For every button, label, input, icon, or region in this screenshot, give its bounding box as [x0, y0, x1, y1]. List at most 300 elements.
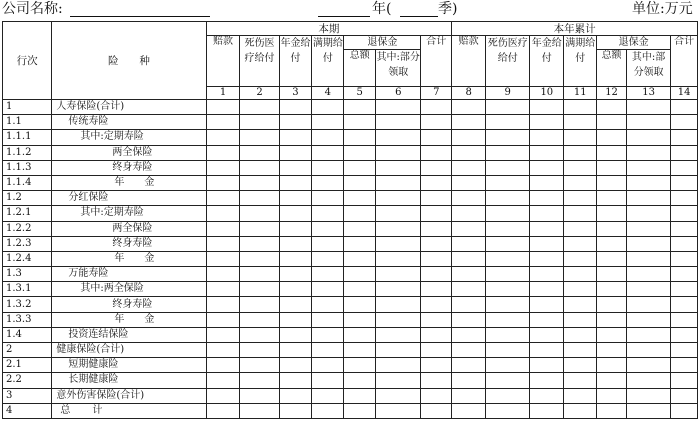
- value-cell[interactable]: [530, 175, 564, 190]
- value-cell[interactable]: [671, 327, 698, 342]
- value-cell[interactable]: [530, 267, 564, 282]
- value-cell[interactable]: [279, 312, 312, 327]
- value-cell[interactable]: [376, 312, 421, 327]
- value-cell[interactable]: [564, 100, 597, 115]
- value-cell[interactable]: [344, 236, 376, 251]
- value-cell[interactable]: [486, 267, 530, 282]
- value-cell[interactable]: [206, 388, 240, 403]
- value-cell[interactable]: [279, 297, 312, 312]
- value-cell[interactable]: [312, 115, 344, 130]
- value-cell[interactable]: [240, 312, 279, 327]
- value-cell[interactable]: [312, 251, 344, 266]
- value-cell[interactable]: [597, 343, 627, 358]
- value-cell[interactable]: [452, 115, 486, 130]
- value-cell[interactable]: [564, 130, 597, 145]
- value-cell[interactable]: [452, 312, 486, 327]
- value-cell[interactable]: [626, 343, 670, 358]
- value-cell[interactable]: [564, 191, 597, 206]
- value-cell[interactable]: [452, 403, 486, 418]
- value-cell[interactable]: [597, 145, 627, 160]
- value-cell[interactable]: [486, 100, 530, 115]
- column-number: 1: [206, 87, 240, 100]
- value-cell[interactable]: [486, 115, 530, 130]
- value-cell[interactable]: [279, 403, 312, 418]
- value-cell[interactable]: [279, 130, 312, 145]
- value-cell[interactable]: [344, 100, 376, 115]
- value-cell[interactable]: [486, 130, 530, 145]
- value-cell[interactable]: [344, 327, 376, 342]
- value-cell[interactable]: [626, 251, 670, 266]
- value-cell[interactable]: [344, 388, 376, 403]
- value-cell[interactable]: [671, 373, 698, 388]
- value-cell[interactable]: [240, 388, 279, 403]
- value-cell[interactable]: [240, 251, 279, 266]
- value-cell[interactable]: [597, 327, 627, 342]
- value-cell[interactable]: [421, 130, 452, 145]
- value-cell[interactable]: [564, 403, 597, 418]
- value-cell[interactable]: [530, 236, 564, 251]
- value-cell[interactable]: [421, 221, 452, 236]
- value-cell[interactable]: [486, 373, 530, 388]
- value-cell[interactable]: [376, 282, 421, 297]
- value-cell[interactable]: [486, 327, 530, 342]
- value-cell[interactable]: [626, 373, 670, 388]
- value-cell[interactable]: [240, 267, 279, 282]
- value-cell[interactable]: [240, 115, 279, 130]
- value-cell[interactable]: [344, 130, 376, 145]
- value-cell[interactable]: [597, 403, 627, 418]
- value-cell[interactable]: [671, 358, 698, 373]
- value-cell[interactable]: [486, 297, 530, 312]
- value-cell[interactable]: [530, 115, 564, 130]
- value-cell[interactable]: [671, 175, 698, 190]
- value-cell[interactable]: [240, 100, 279, 115]
- value-cell[interactable]: [206, 343, 240, 358]
- value-cell[interactable]: [530, 297, 564, 312]
- value-cell[interactable]: [376, 251, 421, 266]
- value-cell[interactable]: [564, 221, 597, 236]
- value-cell[interactable]: [279, 160, 312, 175]
- value-cell[interactable]: [530, 327, 564, 342]
- value-cell[interactable]: [421, 403, 452, 418]
- value-cell[interactable]: [421, 191, 452, 206]
- value-cell[interactable]: [564, 373, 597, 388]
- value-cell[interactable]: [564, 327, 597, 342]
- value-cell[interactable]: [564, 175, 597, 190]
- value-cell[interactable]: [421, 388, 452, 403]
- value-cell[interactable]: [279, 115, 312, 130]
- value-cell[interactable]: [597, 115, 627, 130]
- value-cell[interactable]: [671, 160, 698, 175]
- value-cell[interactable]: [279, 100, 312, 115]
- value-cell[interactable]: [344, 206, 376, 221]
- value-cell[interactable]: [486, 160, 530, 175]
- value-cell[interactable]: [240, 343, 279, 358]
- value-cell[interactable]: [530, 206, 564, 221]
- value-cell[interactable]: [240, 145, 279, 160]
- value-cell[interactable]: [376, 327, 421, 342]
- value-cell[interactable]: [279, 251, 312, 266]
- value-cell[interactable]: [421, 160, 452, 175]
- value-cell[interactable]: [452, 251, 486, 266]
- value-cell[interactable]: [206, 206, 240, 221]
- value-cell[interactable]: [530, 100, 564, 115]
- value-cell[interactable]: [344, 403, 376, 418]
- value-cell[interactable]: [452, 100, 486, 115]
- value-cell[interactable]: [206, 403, 240, 418]
- value-cell[interactable]: [240, 282, 279, 297]
- value-cell[interactable]: [279, 327, 312, 342]
- value-cell[interactable]: [240, 403, 279, 418]
- value-cell[interactable]: [206, 267, 240, 282]
- value-cell[interactable]: [671, 282, 698, 297]
- value-cell[interactable]: [344, 358, 376, 373]
- value-cell[interactable]: [671, 343, 698, 358]
- value-cell[interactable]: [376, 191, 421, 206]
- value-cell[interactable]: [421, 373, 452, 388]
- value-cell[interactable]: [376, 175, 421, 190]
- value-cell[interactable]: [671, 191, 698, 206]
- value-cell[interactable]: [376, 221, 421, 236]
- value-cell[interactable]: [240, 327, 279, 342]
- value-cell[interactable]: [671, 403, 698, 418]
- value-cell[interactable]: [671, 206, 698, 221]
- value-cell[interactable]: [344, 267, 376, 282]
- value-cell[interactable]: [564, 267, 597, 282]
- value-cell[interactable]: [312, 403, 344, 418]
- value-cell[interactable]: [452, 358, 486, 373]
- value-cell[interactable]: [486, 206, 530, 221]
- value-cell[interactable]: [597, 358, 627, 373]
- value-cell[interactable]: [279, 343, 312, 358]
- value-cell[interactable]: [279, 145, 312, 160]
- value-cell[interactable]: [626, 221, 670, 236]
- value-cell[interactable]: [279, 267, 312, 282]
- value-cell[interactable]: [206, 358, 240, 373]
- value-cell[interactable]: [279, 373, 312, 388]
- value-cell[interactable]: [597, 221, 627, 236]
- value-cell[interactable]: [312, 130, 344, 145]
- value-cell[interactable]: [671, 251, 698, 266]
- value-cell[interactable]: [452, 160, 486, 175]
- value-cell[interactable]: [344, 251, 376, 266]
- value-cell[interactable]: [564, 297, 597, 312]
- value-cell[interactable]: [486, 251, 530, 266]
- value-cell[interactable]: [376, 145, 421, 160]
- value-cell[interactable]: [452, 191, 486, 206]
- value-cell[interactable]: [344, 175, 376, 190]
- value-cell[interactable]: [206, 130, 240, 145]
- value-cell[interactable]: [344, 160, 376, 175]
- value-cell[interactable]: [312, 388, 344, 403]
- value-cell[interactable]: [206, 373, 240, 388]
- value-cell[interactable]: [626, 327, 670, 342]
- value-cell[interactable]: [671, 236, 698, 251]
- value-cell[interactable]: [564, 251, 597, 266]
- value-cell[interactable]: [344, 312, 376, 327]
- value-cell[interactable]: [240, 206, 279, 221]
- value-cell[interactable]: [486, 358, 530, 373]
- value-cell[interactable]: [486, 403, 530, 418]
- value-cell[interactable]: [626, 100, 670, 115]
- value-cell[interactable]: [626, 282, 670, 297]
- value-cell[interactable]: [240, 175, 279, 190]
- value-cell[interactable]: [486, 388, 530, 403]
- value-cell[interactable]: [452, 206, 486, 221]
- value-cell[interactable]: [626, 267, 670, 282]
- value-cell[interactable]: [206, 236, 240, 251]
- value-cell[interactable]: [206, 251, 240, 266]
- value-cell[interactable]: [530, 282, 564, 297]
- value-cell[interactable]: [452, 327, 486, 342]
- value-cell[interactable]: [279, 236, 312, 251]
- value-cell[interactable]: [626, 403, 670, 418]
- value-cell[interactable]: [312, 206, 344, 221]
- value-cell[interactable]: [421, 100, 452, 115]
- value-cell[interactable]: [564, 282, 597, 297]
- value-cell[interactable]: [530, 221, 564, 236]
- value-cell[interactable]: [486, 191, 530, 206]
- value-cell[interactable]: [279, 191, 312, 206]
- value-cell[interactable]: [206, 160, 240, 175]
- value-cell[interactable]: [240, 160, 279, 175]
- value-cell[interactable]: [206, 145, 240, 160]
- value-cell[interactable]: [530, 191, 564, 206]
- value-cell[interactable]: [344, 373, 376, 388]
- value-cell[interactable]: [421, 282, 452, 297]
- value-cell[interactable]: [597, 206, 627, 221]
- value-cell[interactable]: [597, 373, 627, 388]
- value-cell[interactable]: [486, 312, 530, 327]
- value-cell[interactable]: [312, 221, 344, 236]
- value-cell[interactable]: [486, 236, 530, 251]
- value-cell[interactable]: [452, 236, 486, 251]
- value-cell[interactable]: [530, 130, 564, 145]
- value-cell[interactable]: [626, 312, 670, 327]
- value-cell[interactable]: [312, 100, 344, 115]
- value-cell[interactable]: [206, 221, 240, 236]
- value-cell[interactable]: [279, 175, 312, 190]
- value-cell[interactable]: [344, 115, 376, 130]
- value-cell[interactable]: [597, 267, 627, 282]
- value-cell[interactable]: [376, 373, 421, 388]
- value-cell[interactable]: [626, 297, 670, 312]
- value-cell[interactable]: [564, 145, 597, 160]
- value-cell[interactable]: [344, 221, 376, 236]
- value-cell[interactable]: [240, 191, 279, 206]
- value-cell[interactable]: [421, 312, 452, 327]
- value-cell[interactable]: [530, 373, 564, 388]
- value-cell[interactable]: [626, 236, 670, 251]
- value-cell[interactable]: [626, 175, 670, 190]
- value-cell[interactable]: [452, 145, 486, 160]
- value-cell[interactable]: [421, 358, 452, 373]
- value-cell[interactable]: [626, 145, 670, 160]
- value-cell[interactable]: [597, 388, 627, 403]
- value-cell[interactable]: [344, 191, 376, 206]
- value-cell[interactable]: [530, 160, 564, 175]
- value-cell[interactable]: [564, 388, 597, 403]
- value-cell[interactable]: [597, 236, 627, 251]
- value-cell[interactable]: [626, 388, 670, 403]
- value-cell[interactable]: [376, 160, 421, 175]
- value-cell[interactable]: [206, 297, 240, 312]
- value-cell[interactable]: [530, 145, 564, 160]
- value-cell[interactable]: [312, 267, 344, 282]
- value-cell[interactable]: [421, 297, 452, 312]
- value-cell[interactable]: [486, 282, 530, 297]
- quarter-field[interactable]: [400, 16, 438, 17]
- value-cell[interactable]: [671, 388, 698, 403]
- value-cell[interactable]: [530, 312, 564, 327]
- value-cell[interactable]: [240, 297, 279, 312]
- value-cell[interactable]: [597, 100, 627, 115]
- value-cell[interactable]: [206, 175, 240, 190]
- value-cell[interactable]: [376, 267, 421, 282]
- value-cell[interactable]: [452, 221, 486, 236]
- value-cell[interactable]: [312, 145, 344, 160]
- value-cell[interactable]: [240, 236, 279, 251]
- value-cell[interactable]: [421, 327, 452, 342]
- value-cell[interactable]: [671, 145, 698, 160]
- value-cell[interactable]: [206, 327, 240, 342]
- value-cell[interactable]: [421, 267, 452, 282]
- value-cell[interactable]: [312, 358, 344, 373]
- value-cell[interactable]: [240, 373, 279, 388]
- value-cell[interactable]: [279, 388, 312, 403]
- value-cell[interactable]: [671, 312, 698, 327]
- value-cell[interactable]: [486, 175, 530, 190]
- value-cell[interactable]: [376, 206, 421, 221]
- value-cell[interactable]: [452, 130, 486, 145]
- value-cell[interactable]: [626, 115, 670, 130]
- value-cell[interactable]: [452, 373, 486, 388]
- value-cell[interactable]: [626, 206, 670, 221]
- value-cell[interactable]: [376, 343, 421, 358]
- value-cell[interactable]: [452, 175, 486, 190]
- value-cell[interactable]: [421, 175, 452, 190]
- value-cell[interactable]: [626, 130, 670, 145]
- value-cell[interactable]: [564, 312, 597, 327]
- value-cell[interactable]: [206, 115, 240, 130]
- value-cell[interactable]: [312, 175, 344, 190]
- value-cell[interactable]: [564, 343, 597, 358]
- value-cell[interactable]: [376, 403, 421, 418]
- value-cell[interactable]: [312, 236, 344, 251]
- value-cell[interactable]: [206, 282, 240, 297]
- value-cell[interactable]: [564, 160, 597, 175]
- value-cell[interactable]: [597, 312, 627, 327]
- value-cell[interactable]: [344, 282, 376, 297]
- value-cell[interactable]: [376, 130, 421, 145]
- value-cell[interactable]: [486, 221, 530, 236]
- value-cell[interactable]: [279, 358, 312, 373]
- value-cell[interactable]: [376, 358, 421, 373]
- value-cell[interactable]: [312, 312, 344, 327]
- column-number: 2: [240, 87, 279, 100]
- value-cell[interactable]: [240, 221, 279, 236]
- value-cell[interactable]: [421, 145, 452, 160]
- value-cell[interactable]: [240, 130, 279, 145]
- company-name-field[interactable]: [70, 16, 210, 17]
- value-cell[interactable]: [597, 160, 627, 175]
- value-cell[interactable]: [344, 343, 376, 358]
- value-cell[interactable]: [597, 297, 627, 312]
- value-cell[interactable]: [486, 343, 530, 358]
- value-cell[interactable]: [312, 343, 344, 358]
- value-cell[interactable]: [597, 191, 627, 206]
- value-cell[interactable]: [421, 343, 452, 358]
- value-cell[interactable]: [671, 130, 698, 145]
- value-cell[interactable]: [240, 358, 279, 373]
- value-cell[interactable]: [312, 327, 344, 342]
- value-cell[interactable]: [564, 115, 597, 130]
- value-cell[interactable]: [376, 297, 421, 312]
- value-cell[interactable]: [671, 267, 698, 282]
- value-cell[interactable]: [344, 297, 376, 312]
- value-cell[interactable]: [279, 221, 312, 236]
- value-cell[interactable]: [376, 100, 421, 115]
- value-cell[interactable]: [564, 358, 597, 373]
- value-cell[interactable]: [626, 160, 670, 175]
- value-cell[interactable]: [452, 388, 486, 403]
- value-cell[interactable]: [626, 191, 670, 206]
- value-cell[interactable]: [312, 373, 344, 388]
- value-cell[interactable]: [597, 175, 627, 190]
- value-cell[interactable]: [530, 403, 564, 418]
- value-cell[interactable]: [344, 145, 376, 160]
- value-cell[interactable]: [452, 267, 486, 282]
- value-cell[interactable]: [452, 343, 486, 358]
- value-cell[interactable]: [486, 145, 530, 160]
- value-cell[interactable]: [206, 312, 240, 327]
- value-cell[interactable]: [530, 251, 564, 266]
- value-cell[interactable]: [564, 236, 597, 251]
- value-cell[interactable]: [376, 388, 421, 403]
- value-cell[interactable]: [564, 206, 597, 221]
- value-cell[interactable]: [671, 297, 698, 312]
- value-cell[interactable]: [312, 297, 344, 312]
- value-cell[interactable]: [421, 236, 452, 251]
- value-cell[interactable]: [626, 358, 670, 373]
- value-cell[interactable]: [206, 191, 240, 206]
- year-field[interactable]: [318, 16, 370, 17]
- value-cell[interactable]: [421, 251, 452, 266]
- value-cell[interactable]: [312, 282, 344, 297]
- value-cell[interactable]: [279, 206, 312, 221]
- value-cell[interactable]: [376, 115, 421, 130]
- value-cell[interactable]: [671, 221, 698, 236]
- value-cell[interactable]: [597, 130, 627, 145]
- value-cell[interactable]: [376, 236, 421, 251]
- value-cell[interactable]: [530, 343, 564, 358]
- value-cell[interactable]: [530, 358, 564, 373]
- value-cell[interactable]: [452, 297, 486, 312]
- value-cell[interactable]: [671, 100, 698, 115]
- value-cell[interactable]: [597, 251, 627, 266]
- value-cell[interactable]: [421, 115, 452, 130]
- value-cell[interactable]: [421, 206, 452, 221]
- value-cell[interactable]: [452, 282, 486, 297]
- value-cell[interactable]: [671, 115, 698, 130]
- value-cell[interactable]: [312, 160, 344, 175]
- value-cell[interactable]: [597, 282, 627, 297]
- value-cell[interactable]: [206, 100, 240, 115]
- column-number: 3: [279, 87, 312, 100]
- value-cell[interactable]: [279, 282, 312, 297]
- value-cell[interactable]: [312, 191, 344, 206]
- value-cell[interactable]: [530, 388, 564, 403]
